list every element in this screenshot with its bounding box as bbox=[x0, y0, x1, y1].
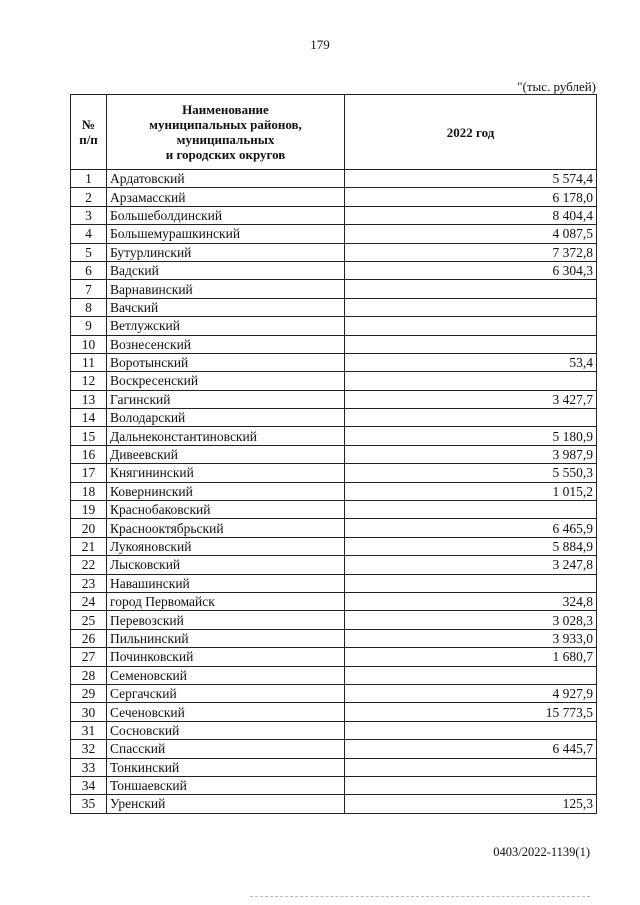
row-number: 4 bbox=[71, 225, 107, 243]
row-value: 1 015,2 bbox=[345, 482, 597, 500]
row-value bbox=[345, 721, 597, 739]
table-row bbox=[71, 390, 597, 408]
row-value: 6 178,0 bbox=[345, 188, 597, 206]
row-value: 3 427,7 bbox=[345, 390, 597, 408]
row-number: 5 bbox=[71, 243, 107, 261]
district-name: Арзамасский bbox=[107, 188, 345, 206]
row-value bbox=[345, 776, 597, 794]
row-value: 125,3 bbox=[345, 795, 597, 813]
row-number: 15 bbox=[71, 427, 107, 445]
district-name: город Первомайск bbox=[107, 592, 345, 610]
table-row bbox=[71, 592, 597, 610]
row-number: 7 bbox=[71, 280, 107, 298]
table-row bbox=[71, 629, 597, 647]
row-number: 2 bbox=[71, 188, 107, 206]
district-name: Семеновский bbox=[107, 666, 345, 684]
row-value bbox=[345, 758, 597, 776]
district-name: Сосновский bbox=[107, 721, 345, 739]
district-name: Вознесенский bbox=[107, 335, 345, 353]
district-name: Большеболдинский bbox=[107, 206, 345, 224]
district-name: Воскресенский bbox=[107, 372, 345, 390]
row-number: 8 bbox=[71, 298, 107, 316]
district-name: Бутурлинский bbox=[107, 243, 345, 261]
row-value bbox=[345, 409, 597, 427]
row-value bbox=[345, 372, 597, 390]
district-name: Сеченовский bbox=[107, 703, 345, 721]
row-value bbox=[345, 666, 597, 684]
row-number: 21 bbox=[71, 537, 107, 555]
row-number: 33 bbox=[71, 758, 107, 776]
district-name: Вачский bbox=[107, 298, 345, 316]
row-value: 5 180,9 bbox=[345, 427, 597, 445]
table-row bbox=[71, 482, 597, 500]
page-number: 179 bbox=[310, 37, 330, 52]
row-value: 5 884,9 bbox=[345, 537, 597, 555]
row-value: 3 987,9 bbox=[345, 445, 597, 463]
district-name: Тонкинский bbox=[107, 758, 345, 776]
row-number: 26 bbox=[71, 629, 107, 647]
district-name: Уренский bbox=[107, 795, 345, 813]
row-value: 5 574,4 bbox=[345, 170, 597, 188]
table-body bbox=[71, 170, 597, 814]
table-row bbox=[71, 776, 597, 794]
units-label: "(тыс. рублей) bbox=[517, 79, 596, 94]
row-value bbox=[345, 298, 597, 316]
table-row bbox=[71, 445, 597, 463]
district-name: Лукояновский bbox=[107, 537, 345, 555]
header-num: № п/п bbox=[71, 95, 107, 170]
row-value: 5 550,3 bbox=[345, 464, 597, 482]
district-name: Гагинский bbox=[107, 390, 345, 408]
district-name: Лысковский bbox=[107, 556, 345, 574]
district-name: Воротынский bbox=[107, 353, 345, 371]
row-number: 11 bbox=[71, 353, 107, 371]
municipal-table bbox=[70, 94, 597, 814]
table-row bbox=[71, 574, 597, 592]
row-number: 3 bbox=[71, 206, 107, 224]
row-number: 9 bbox=[71, 317, 107, 335]
table-row bbox=[71, 206, 597, 224]
table-row bbox=[71, 611, 597, 629]
row-value: 4 927,9 bbox=[345, 684, 597, 702]
row-value: 53,4 bbox=[345, 353, 597, 371]
row-number: 27 bbox=[71, 648, 107, 666]
row-number: 18 bbox=[71, 482, 107, 500]
table-row bbox=[71, 298, 597, 316]
district-name: Краснооктябрьский bbox=[107, 519, 345, 537]
row-value: 3 247,8 bbox=[345, 556, 597, 574]
row-number: 19 bbox=[71, 501, 107, 519]
row-value: 1 680,7 bbox=[345, 648, 597, 666]
district-name: Большемурашкинский bbox=[107, 225, 345, 243]
table-row bbox=[71, 280, 597, 298]
document-code: 0403/2022-1139(1) bbox=[493, 845, 590, 859]
row-number: 23 bbox=[71, 574, 107, 592]
district-name: Ковернинский bbox=[107, 482, 345, 500]
district-name: Вадский bbox=[107, 261, 345, 279]
row-value: 15 773,5 bbox=[345, 703, 597, 721]
table-row bbox=[71, 795, 597, 813]
row-number: 1 bbox=[71, 170, 107, 188]
row-number: 35 bbox=[71, 795, 107, 813]
table-row bbox=[71, 684, 597, 702]
row-value: 6 304,3 bbox=[345, 261, 597, 279]
district-name: Княгининский bbox=[107, 464, 345, 482]
row-value bbox=[345, 501, 597, 519]
header-name: Наименование муниципальных районов, муниципальных и городских округов bbox=[107, 95, 345, 170]
table-row bbox=[71, 317, 597, 335]
table-row bbox=[71, 225, 597, 243]
district-name: Сергачский bbox=[107, 684, 345, 702]
row-value: 6 465,9 bbox=[345, 519, 597, 537]
row-number: 13 bbox=[71, 390, 107, 408]
table-row bbox=[71, 188, 597, 206]
table-row bbox=[71, 464, 597, 482]
row-value bbox=[345, 280, 597, 298]
row-number: 10 bbox=[71, 335, 107, 353]
row-number: 34 bbox=[71, 776, 107, 794]
row-number: 17 bbox=[71, 464, 107, 482]
row-value bbox=[345, 335, 597, 353]
row-number: 12 bbox=[71, 372, 107, 390]
district-name: Володарский bbox=[107, 409, 345, 427]
table-row bbox=[71, 261, 597, 279]
row-value: 4 087,5 bbox=[345, 225, 597, 243]
district-name: Тоншаевский bbox=[107, 776, 345, 794]
district-name: Ардатовский bbox=[107, 170, 345, 188]
table-row bbox=[71, 335, 597, 353]
district-name: Навашинский bbox=[107, 574, 345, 592]
table-row bbox=[71, 666, 597, 684]
table-row bbox=[71, 537, 597, 555]
table-row bbox=[71, 243, 597, 261]
row-number: 29 bbox=[71, 684, 107, 702]
table-row bbox=[71, 519, 597, 537]
district-name: Краснобаковский bbox=[107, 501, 345, 519]
district-name: Починковский bbox=[107, 648, 345, 666]
table-row bbox=[71, 721, 597, 739]
table-row bbox=[71, 353, 597, 371]
row-number: 22 bbox=[71, 556, 107, 574]
district-name: Варнавинский bbox=[107, 280, 345, 298]
header-year: 2022 год bbox=[345, 95, 597, 170]
row-number: 24 bbox=[71, 592, 107, 610]
table-row bbox=[71, 556, 597, 574]
district-name: Пильнинский bbox=[107, 629, 345, 647]
table-header-row bbox=[71, 95, 597, 170]
row-value: 3 028,3 bbox=[345, 611, 597, 629]
district-name: Спасский bbox=[107, 740, 345, 758]
row-number: 14 bbox=[71, 409, 107, 427]
row-value: 324,8 bbox=[345, 592, 597, 610]
row-number: 6 bbox=[71, 261, 107, 279]
row-value bbox=[345, 317, 597, 335]
row-number: 31 bbox=[71, 721, 107, 739]
row-value: 8 404,4 bbox=[345, 206, 597, 224]
row-number: 16 bbox=[71, 445, 107, 463]
table-row bbox=[71, 758, 597, 776]
row-value: 7 372,8 bbox=[345, 243, 597, 261]
row-number: 20 bbox=[71, 519, 107, 537]
table-row bbox=[71, 409, 597, 427]
row-value: 3 933,0 bbox=[345, 629, 597, 647]
district-name: Дивеевский bbox=[107, 445, 345, 463]
table-row bbox=[71, 648, 597, 666]
table-row bbox=[71, 372, 597, 390]
row-number: 32 bbox=[71, 740, 107, 758]
bottom-divider bbox=[250, 896, 590, 897]
row-number: 25 bbox=[71, 611, 107, 629]
row-number: 30 bbox=[71, 703, 107, 721]
table-row bbox=[71, 703, 597, 721]
row-number: 28 bbox=[71, 666, 107, 684]
table-row bbox=[71, 501, 597, 519]
table-row bbox=[71, 427, 597, 445]
district-name: Ветлужский bbox=[107, 317, 345, 335]
district-name: Перевозский bbox=[107, 611, 345, 629]
district-name: Дальнеконстантиновский bbox=[107, 427, 345, 445]
row-value: 6 445,7 bbox=[345, 740, 597, 758]
table-row bbox=[71, 740, 597, 758]
row-value bbox=[345, 574, 597, 592]
table-row bbox=[71, 170, 597, 188]
